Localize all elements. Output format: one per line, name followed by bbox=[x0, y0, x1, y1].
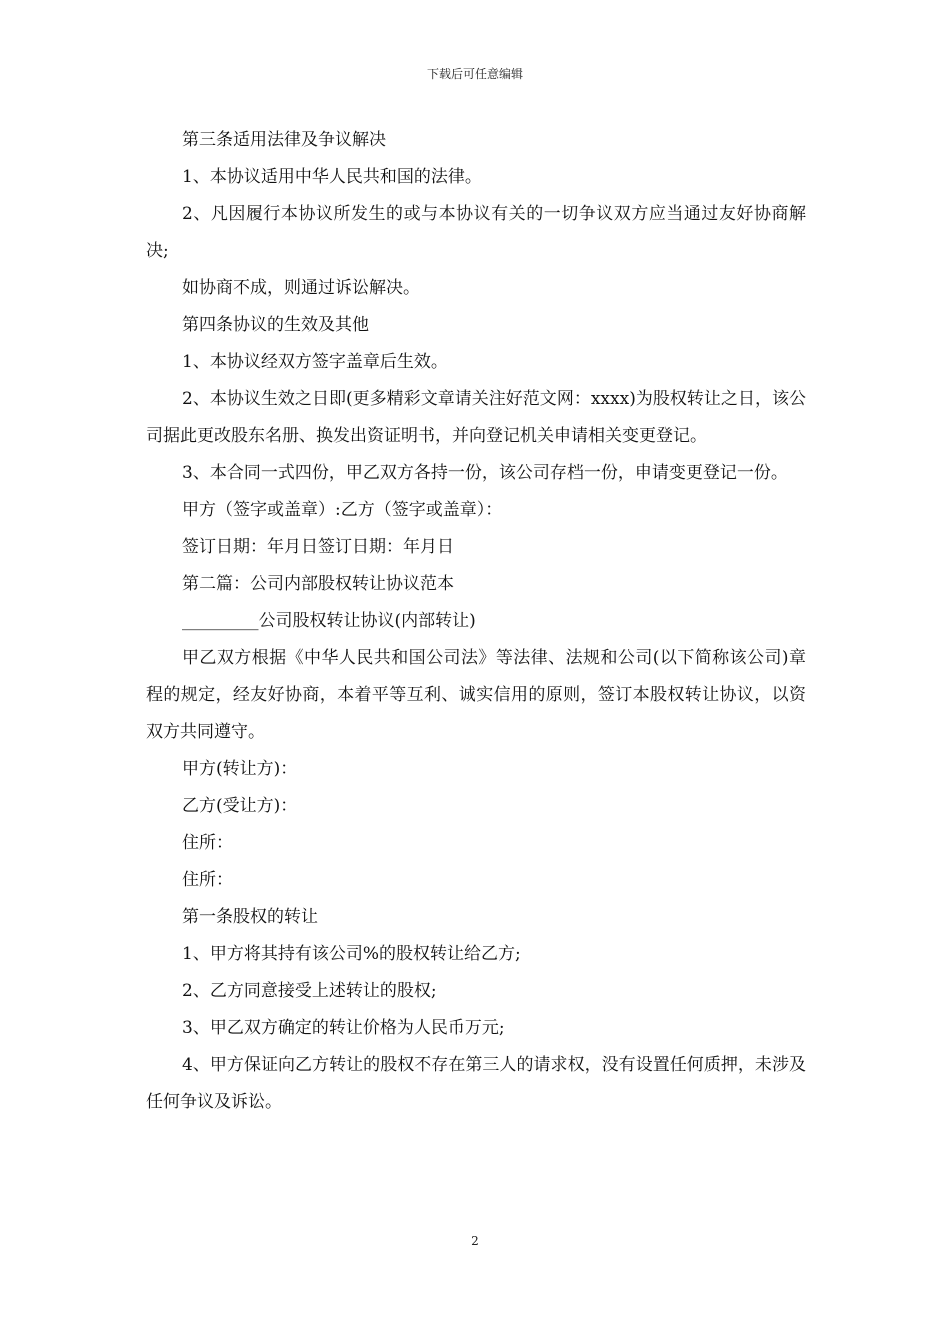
paragraph: 2、乙方同意接受上述转让的股权; bbox=[182, 981, 437, 1001]
paragraph: 甲乙双方根据《中华人民共和国公司法》等法律、法规和公司(以下简称该公司)章程的规定，经友好协商，本着平等互利、诚实信用的原则，签订本股权转让协议，以资双方共同遵守。 bbox=[146, 648, 806, 742]
party-b-line: 乙方(受让方)： bbox=[182, 796, 298, 816]
signature-line: 甲方（签字或盖章）:乙方（签字或盖章）： bbox=[182, 500, 503, 520]
heading-article-1: 第一条股权的转让 bbox=[182, 907, 318, 927]
page-number: 2 bbox=[471, 1234, 479, 1248]
heading-article-4: 第四条协议的生效及其他 bbox=[182, 315, 369, 335]
paragraph: 2、凡因履行本协议所发生的或与本协议有关的一切争议双方应当通过友好协商解决; bbox=[146, 204, 806, 261]
document-body bbox=[146, 122, 806, 1121]
section-heading: 第二篇：公司内部股权转让协议范本 bbox=[182, 574, 454, 594]
signing-date-line: 签订日期：年月日签订日期：年月日 bbox=[182, 537, 454, 557]
page-header: 下载后可任意编辑 bbox=[426, 67, 523, 81]
agreement-title: _________公司股权转让协议(内部转让) bbox=[182, 611, 476, 631]
paragraph: 2、本协议生效之日即(更多精彩文章请关注好范文网：xxxx)为股权转让之日，该公司据此更改股东名册、换发出资证明书，并向登记机关申请相关变更登记。 bbox=[146, 389, 806, 446]
paragraph: 3、本合同一式四份，甲乙双方各持一份，该公司存档一份，申请变更登记一份。 bbox=[182, 463, 788, 483]
paragraph: 如协商不成，则通过诉讼解决。 bbox=[182, 278, 420, 298]
paragraph: 3、甲乙双方确定的转让价格为人民币万元; bbox=[182, 1018, 505, 1038]
heading-article-3: 第三条适用法律及争议解决 bbox=[182, 130, 386, 150]
party-a-line: 甲方(转让方)： bbox=[182, 759, 298, 779]
paragraph: 4、甲方保证向乙方转让的股权不存在第三人的请求权，没有设置任何质押，未涉及任何争议及诉讼。 bbox=[146, 1055, 806, 1112]
paragraph: 1、甲方将其持有该公司%的股权转让给乙方; bbox=[182, 944, 521, 964]
address-line: 住所： bbox=[182, 833, 233, 853]
paragraph: 1、本协议适用中华人民共和国的法律。 bbox=[182, 167, 482, 187]
address-line: 住所： bbox=[182, 870, 233, 890]
paragraph: 1、本协议经双方签字盖章后生效。 bbox=[182, 352, 448, 372]
